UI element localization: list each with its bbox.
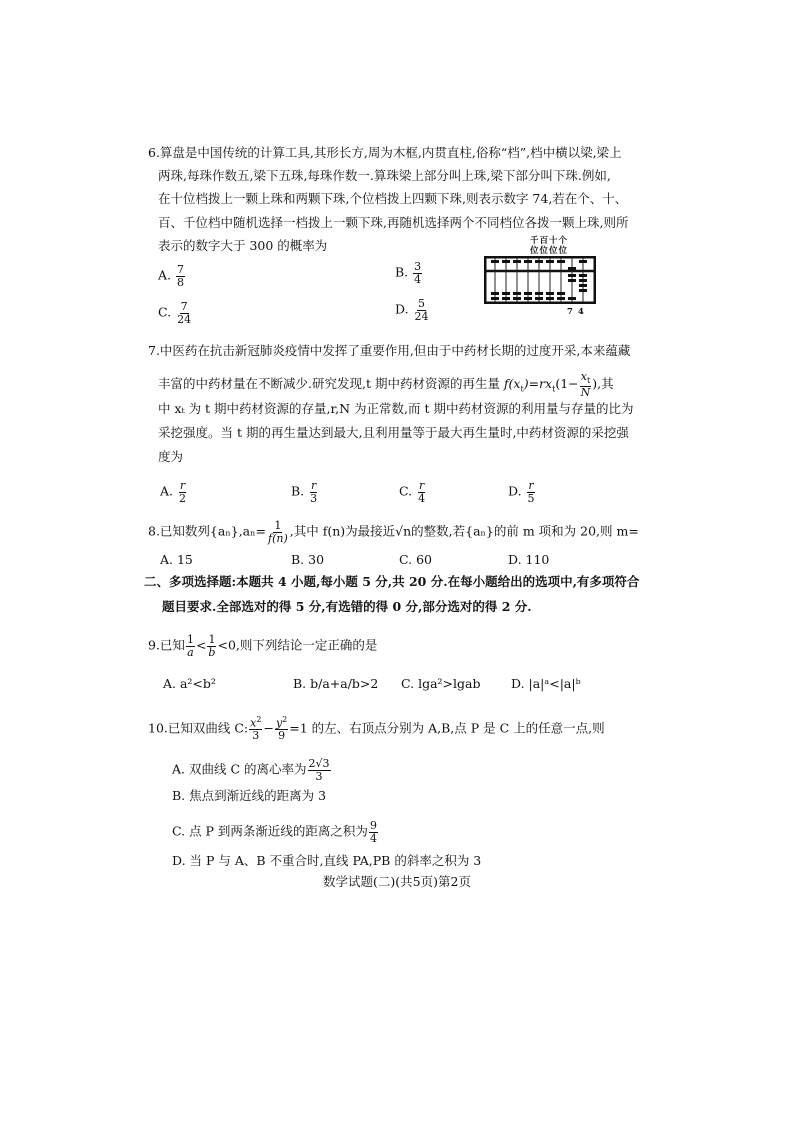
q10-option-d: D. 当 P 与 A、B 不重合时,直线 PA,PB 的斜率之积为 3 bbox=[172, 853, 482, 868]
abacus-top-label: 千百十个 bbox=[530, 236, 569, 246]
abacus-bottom-label: 7 4 bbox=[567, 307, 585, 317]
section-2-line-1: 二、多项选择题:本题共 4 小题,每小题 5 分,共 20 分.在每小题给出的选项中,有多项符合 bbox=[144, 574, 640, 589]
q6-option-b: B. $\frac{3}{4}$ bbox=[395, 260, 422, 286]
q7-option-a: A. $\frac{r}{2}$ bbox=[160, 479, 186, 505]
q9-option-c: C. lga²>lgab bbox=[401, 676, 481, 691]
q6-line-5: 表示的数字大于 300 的概率为 bbox=[158, 238, 328, 253]
q8-option-d: D. 110 bbox=[508, 552, 550, 567]
q7-line-4: 采挖强度。当 t 期的再生量达到最大,且利用量等于最大再生量时,中药材资源的采挖强 bbox=[158, 425, 629, 440]
q10-option-c: C. 点 P 到两条渐近线的距离之积为 $\frac{9}{4}$ bbox=[172, 819, 377, 845]
q6-line-4: 百、千位档中随机选择一档拨上一颗下珠,再随机选择两个不同档位各拨一颗上珠,则所 bbox=[158, 215, 629, 230]
q9-option-d: D. |a|ᵃ<|a|ᵇ bbox=[511, 676, 581, 691]
q10-option-a: A. 双曲线 C 的离心率为 $\frac{2√3}{3}$ bbox=[172, 757, 330, 783]
q7-line-1: 7.中医药在抗击新冠肺炎疫情中发挥了重要作用,但由于中药材长期的过度开采,本来蕴藏 bbox=[148, 343, 631, 358]
section-2-line-2: 题目要求.全部选对的得 5 分,有选错的得 0 分,部分选对的得 2 分. bbox=[162, 599, 532, 614]
q8-option-a: A. 15 bbox=[160, 552, 193, 567]
q6-line-2: 两珠,每珠作数五,梁下五珠,每珠作数一.算珠梁上部分叫上珠,梁下部分叫下珠.例如, bbox=[158, 168, 611, 183]
page-footer: 数学试题(二)(共5页)第2页 bbox=[323, 874, 471, 889]
abacus-sub-label: 位位位位 bbox=[530, 246, 569, 256]
q7-line-2: 丰富的中药材量在不断减少.研究发现,t 期中药材资源的再生量 $f(x_t)=rx_t(1-$ $\frac{x_t}{N}$ ),其 bbox=[158, 370, 614, 399]
q6-line-3: 在十位档拨上一颗上珠和两颗下珠,个位档拨上四颗下珠,则表示数字 74,若在个、十、 bbox=[158, 191, 628, 206]
q8-option-c: C. 60 bbox=[399, 552, 432, 567]
abacus-drawing bbox=[484, 256, 596, 304]
q8-option-b: B. 30 bbox=[291, 552, 325, 567]
q7-line-3: 中 xₜ 为 t 期中药材资源的存量,r,N 为正常数,而 t 期中药材资源的利用量与存量的比为 bbox=[158, 401, 634, 416]
q7-option-d: D. $\frac{r}{5}$ bbox=[508, 479, 535, 505]
q7-line-5: 度为 bbox=[158, 449, 184, 464]
q9-stem: 9.已知 $\frac{1}{a}$ < $\frac{1}{b}$ <0,则下列结论一定正确的是 bbox=[148, 633, 378, 659]
q6-option-a: A. $\frac{7}{8}$ bbox=[158, 263, 184, 289]
q9-option-b: B. b/a+a/b>2 bbox=[293, 676, 379, 691]
q7-option-c: C. $\frac{r}{4}$ bbox=[399, 479, 426, 505]
q6-option-c: C. $\frac{7}{24}$ bbox=[158, 300, 192, 326]
q8-stem: 8.已知数列{aₙ},aₙ= $\frac{1}{f(n)}$ ,其中 f(n)为最接近√n的整数,若{aₙ}的前 m 项和为 20,则 m= bbox=[148, 519, 639, 545]
q10-stem: 10.已知双曲线 C: $\frac{x^2}{3}$ − $\frac{y^2}{9}$ =1 的左、右顶点分别为 A,B,点 P 是 C 上的任意一点,则 bbox=[148, 715, 605, 743]
q10-option-b: B. 焦点到渐近线的距离为 3 bbox=[172, 788, 327, 803]
q6-option-d: D. $\frac{5}{24}$ bbox=[395, 297, 429, 323]
q7-option-b: B. $\frac{r}{3}$ bbox=[291, 479, 318, 505]
q6-line-1: 6.算盘是中国传统的计算工具,其形长方,周为木框,内贯直柱,俗称“档”,档中横以梁,梁上 bbox=[148, 145, 622, 160]
q9-option-a: A. a²<b² bbox=[163, 676, 216, 691]
